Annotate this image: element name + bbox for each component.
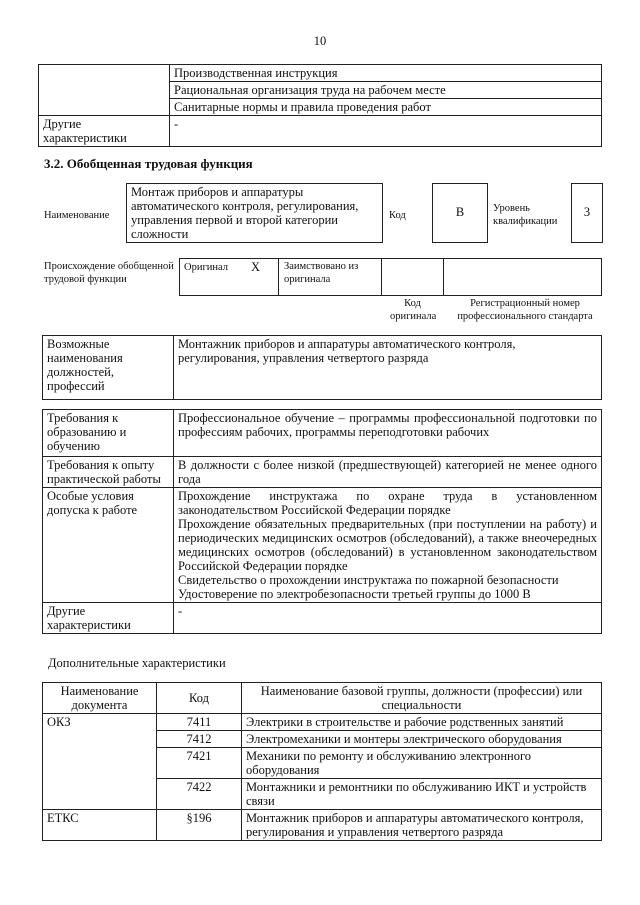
req-value: Прохождение инструктажа по охране труда в установленном законодательством Российской Федерации порядке [178, 489, 597, 517]
gtf-name: Монтаж приборов и аппаратуры автоматического контроля, регулирования, управления первой и второй категории сложности [126, 183, 383, 243]
level-value: 3 [571, 183, 603, 243]
origin-label: Происхождение обобщенной трудовой функции [44, 261, 174, 285]
additional-table [42, 682, 602, 841]
okz-code: 7412 [157, 731, 242, 748]
origin-box [179, 258, 602, 296]
other-value: - [170, 116, 602, 147]
okz-name: Электромеханики и монтеры электрического оборудования [242, 731, 602, 748]
code-label: Код [389, 210, 406, 221]
top-row: Производственная инструкция [170, 65, 602, 82]
req-label: Особые условия допуска к работе [43, 488, 174, 603]
top-row: Рациональная организация труда на рабочем месте [170, 82, 602, 99]
original-label: Оригинал [184, 262, 228, 273]
req-value: Прохождение обязательных предварительных (при поступлении на работу) и периодических медицинских осмотров (обследований), а также внеочередных медицинских осмотров (обследований) в установленном законодательством Российской Федерации порядке [178, 517, 597, 573]
page-number: 10 [313, 34, 327, 48]
okz-code: 7411 [157, 714, 242, 731]
positions-table [42, 335, 602, 400]
top-row: Санитарные нормы и правила проведения работ [170, 99, 602, 116]
positions-label: Возможные наименования должностей, профессий [43, 336, 174, 400]
requirements-table [42, 409, 602, 634]
gtf-code: B [432, 183, 488, 243]
etks-code: §196 [157, 810, 242, 841]
okz-name: Электрики в строительстве и рабочие родственных занятий [242, 714, 602, 731]
top-table [38, 64, 602, 147]
req-value: В должности с более низкой (предшествующей) категорией не менее одного года [174, 457, 602, 488]
req-value: - [174, 603, 602, 634]
reg-number-caption: Регистрационный номер профессионального стандарта [457, 298, 593, 322]
header-code: Код [157, 683, 242, 714]
req-label: Требования к образованию и обучению [43, 410, 174, 457]
additional-title: Дополнительные характеристики [48, 656, 226, 670]
level-label: Уровень квалификации [493, 203, 558, 227]
positions-value: Монтажник приборов и аппаратуры автоматического контроля, регулирования, управления четвертого разряда [174, 336, 602, 400]
etks-label: ЕТКС [43, 810, 157, 841]
header-doc: Наименование документа [43, 683, 157, 714]
name-label: Наименование [44, 210, 110, 221]
okz-code: 7421 [157, 748, 242, 779]
original-mark: X [251, 260, 261, 274]
section-title: 3.2. Обобщенная трудовая функция [44, 156, 253, 171]
header-name: Наименование базовой группы, должности (профессии) или специальности [242, 683, 602, 714]
okz-code: 7422 [157, 779, 242, 810]
code-original-caption: Код оригинала [390, 298, 437, 322]
okz-label: ОКЗ [43, 714, 157, 810]
req-value: Удостоверение по электробезопасности третьей группы до 1000 В [178, 587, 531, 601]
req-value: Свидетельство о прохождении инструктажа по пожарной безопасности [178, 573, 559, 587]
req-value: Профессиональное обучение – программы профессиональной подготовки по профессиям рабочих, программы переподготовки рабочих [174, 410, 602, 457]
okz-name: Монтажники и ремонтники по обслуживанию ИКТ и устройств связи [242, 779, 602, 810]
borrowed-label: Заимствовано из оригинала [284, 261, 359, 285]
req-label: Другие характеристики [43, 603, 174, 634]
other-label: Другие характеристики [39, 116, 170, 147]
req-label: Требования к опыту практической работы [43, 457, 174, 488]
etks-name: Монтажник приборов и аппаратуры автоматического контроля, регулирования и управления четвертого разряда [242, 810, 602, 841]
okz-name: Механики по ремонту и обслуживанию электронного оборудования [242, 748, 602, 779]
